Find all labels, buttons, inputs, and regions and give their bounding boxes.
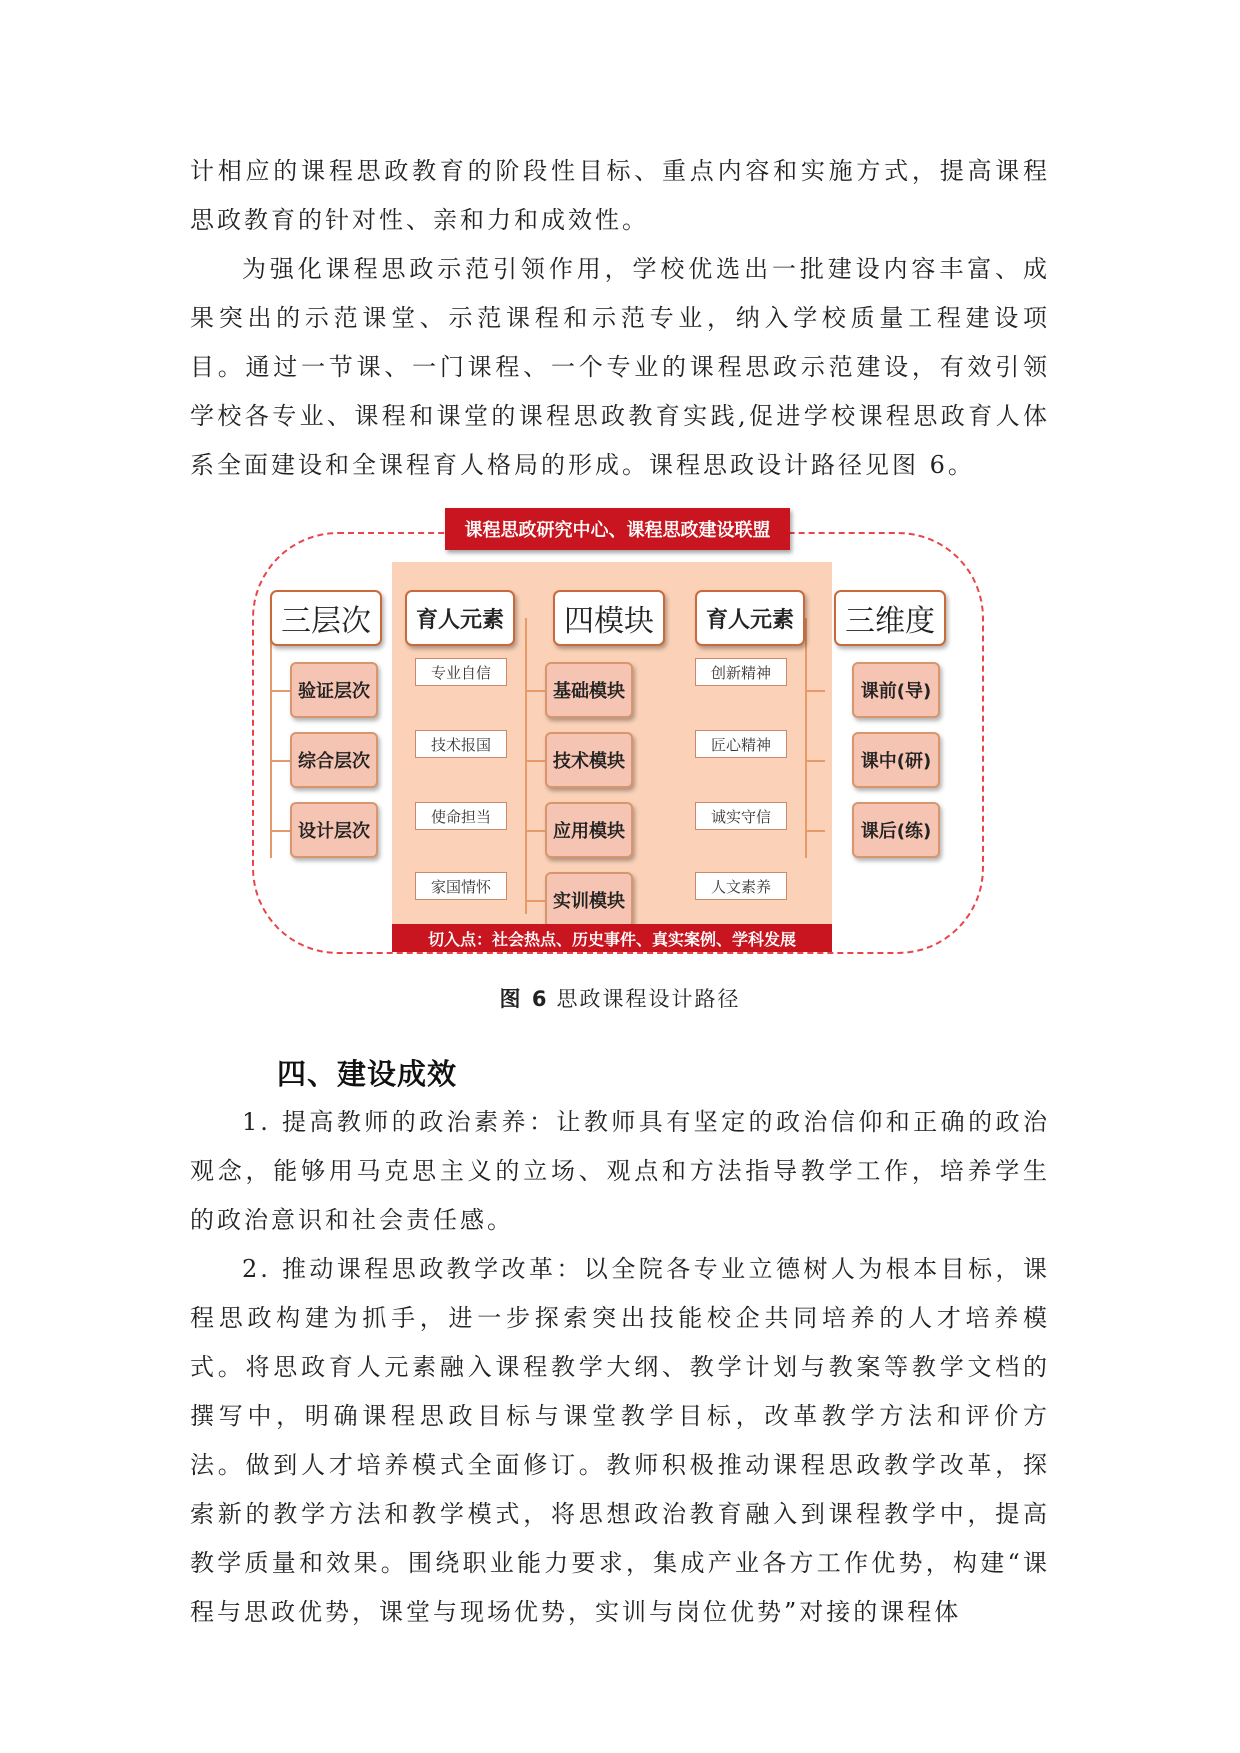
element-box: 诚实守信 — [695, 802, 787, 830]
level-box: 设计层次 — [290, 802, 378, 858]
connector-stub — [525, 760, 545, 762]
connector-stub — [270, 690, 290, 692]
module-box: 应用模块 — [545, 802, 633, 858]
element-box: 技术报国 — [415, 730, 507, 758]
element-box: 创新精神 — [695, 658, 787, 686]
module-box: 技术模块 — [545, 732, 633, 788]
levels-connector — [270, 618, 272, 858]
connector-stub — [805, 830, 825, 832]
level-box: 综合层次 — [290, 732, 378, 788]
element-box: 人文素养 — [695, 872, 787, 900]
levels-header: 三层次 — [270, 590, 382, 646]
paragraph-teaching-reform: 2. 推动课程思政教学改革：以全院各专业立德树人为根本目标，课程思政构建为抓手，进一步探索突出技能校企共同培养的人才培养模式。将思政育人元素融入课程教学大纲、教学计划与教案等教学文档的撰写中，明确课程思政目标与课堂教学目标，改革教学方法和评价方法。做到人才培养模式全面修订。教师积极推动课程思政教学改革，探索新的教学方法和教学模式，将思想政治教育融入到课程教学中，提高教学质量和效果。围绕职业能力要求，集成产业各方工作优势，构建“课程与思政优势，课堂与现场优势，实训与岗位优势”对接的课程体 — [190, 1255, 1050, 1626]
connector-stub — [525, 690, 545, 692]
connector-stub — [525, 900, 545, 902]
connector-stub — [270, 760, 290, 762]
module-box: 基础模块 — [545, 662, 633, 718]
figure-banner: 课程思政研究中心、课程思政建设联盟 — [445, 508, 790, 550]
figure-footer: 切入点：社会热点、历史事件、真实案例、学科发展 — [392, 924, 832, 952]
dimensions-header: 三维度 — [834, 590, 946, 646]
caption-text: 思政课程设计路径 — [556, 987, 741, 1011]
element-box: 使命担当 — [415, 802, 507, 830]
module-box: 实训模块 — [545, 872, 633, 928]
connector-stub — [805, 760, 825, 762]
paragraph-continuation: 计相应的课程思政教育的阶段性目标、重点内容和实施方式，提高课程思政教育的针对性、亲和力和成效性。 — [190, 157, 1050, 234]
caption-label: 图 6 — [499, 987, 549, 1011]
elements-left-header: 育人元素 — [405, 590, 515, 646]
connector-stub — [270, 830, 290, 832]
element-box: 家国情怀 — [415, 872, 507, 900]
modules-connector — [525, 618, 527, 914]
element-box: 匠心精神 — [695, 730, 787, 758]
paragraph-demonstration: 为强化课程思政示范引领作用，学校优选出一批建设内容丰富、成果突出的示范课堂、示范课程和示范专业，纳入学校质量工程建设项目。通过一节课、一门课程、一个专业的课程思政示范建设，有效引领学校各专业、课程和课堂的课程思政教育实践,促进学校课程思政育人体系全面建设和全课程育人格局的形成。课程思政设计路径见图 6。 — [190, 255, 1050, 479]
dimension-box: 课中(研) — [852, 732, 940, 788]
connector-stub — [525, 830, 545, 832]
dimensions-connector — [805, 618, 807, 858]
section-heading: 四、建设成效 — [277, 1057, 458, 1091]
element-box: 专业自信 — [415, 658, 507, 686]
connector-stub — [805, 690, 825, 692]
dimension-box: 课后(练) — [852, 802, 940, 858]
dimension-box: 课前(导) — [852, 662, 940, 718]
paragraph-political-literacy: 1. 提高教师的政治素养：让教师具有坚定的政治信仰和正确的政治观念，能够用马克思主义的立场、观点和方法指导教学工作，培养学生的政治意识和社会责任感。 — [190, 1108, 1050, 1234]
modules-header: 四模块 — [553, 590, 665, 646]
level-box: 验证层次 — [290, 662, 378, 718]
elements-right-header: 育人元素 — [695, 590, 805, 646]
design-path-figure — [240, 500, 1000, 970]
figure-caption — [0, 983, 1240, 1013]
